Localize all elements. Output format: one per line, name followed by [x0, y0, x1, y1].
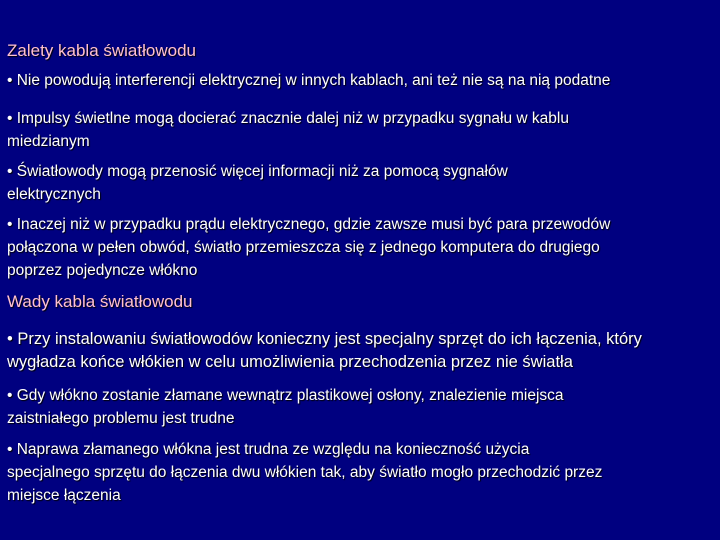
advantage-item-1: [7, 69, 715, 92]
disadvantage-item-2-line-2: zaistniałego problemu jest trudne: [7, 410, 235, 427]
advantage-item-2-line-1: • Impulsy świetlne mogą docierać znacznie dalej niż w przypadku sygnału w kablu: [7, 110, 569, 127]
disadvantage-item-3-line-2: specjalnego sprzętu do łączenia dwu włókien tak, aby światło mogło przechodzić przez: [7, 464, 603, 481]
advantage-item-4-line-2: połączona w pełen obwód, światło przemieszcza się z jednego komputera do drugiego: [7, 239, 600, 256]
disadvantage-item-3-line-3: miejsce łączenia: [7, 487, 121, 504]
advantage-item-4: [7, 213, 715, 282]
advantage-item-4-line-3: poprzez pojedyncze włókno: [7, 262, 198, 279]
disadvantage-item-3: [7, 438, 715, 507]
disadvantage-item-2-line-1: • Gdy włókno zostanie złamane wewnątrz plastikowej osłony, znalezienie miejsca: [7, 387, 564, 404]
advantage-item-3-line-2: elektrycznych: [7, 186, 101, 203]
advantage-item-2: [7, 107, 715, 153]
advantages-heading: Zalety kabla światłowodu: [7, 41, 196, 60]
advantage-item-1-line-1: • Nie powodują interferencji elektrycznej w innych kablach, ani też nie są na nią podatne: [7, 72, 611, 89]
disadvantage-item-1-line-1: • Przy instalowaniu światłowodów konieczny jest specjalny sprzęt do ich łączenia, który: [7, 330, 642, 348]
disadvantage-item-2: [7, 384, 715, 430]
disadvantages-heading: Wady kabla światłowodu: [7, 292, 193, 311]
disadvantage-item-1: [7, 328, 715, 374]
disadvantage-item-1-line-2: wygładza końce włókien w celu umożliwienia przechodzenia przez nie światła: [7, 353, 573, 371]
advantage-item-4-line-1: • Inaczej niż w przypadku prądu elektrycznego, gdzie zawsze musi być para przewodów: [7, 216, 611, 233]
advantage-item-3-line-1: • Światłowody mogą przenosić więcej informacji niż za pomocą sygnałów: [7, 163, 508, 180]
disadvantage-item-3-line-1: • Naprawa złamanego włókna jest trudna ze względu na konieczność użycia: [7, 441, 530, 458]
advantage-item-2-line-2: miedzianym: [7, 133, 90, 150]
advantage-item-3: [7, 160, 715, 206]
